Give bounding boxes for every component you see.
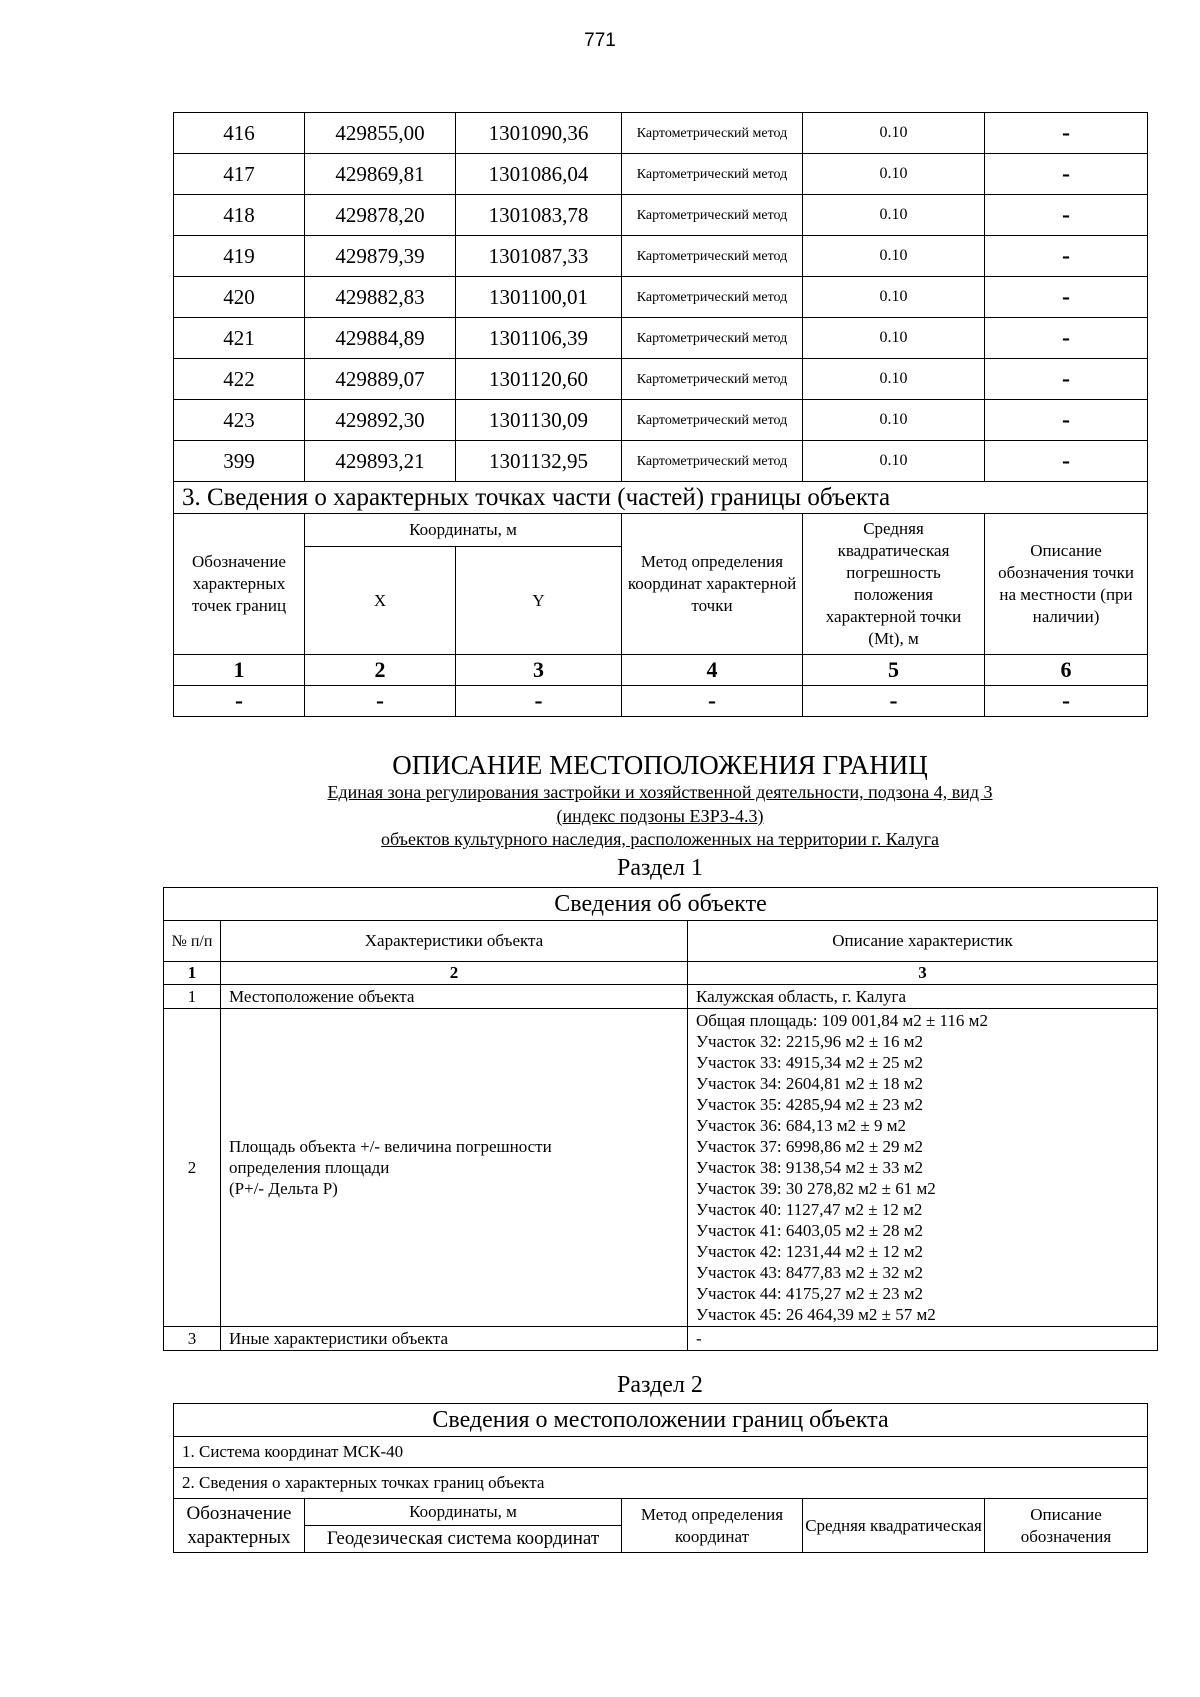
point-accuracy: 0.10	[803, 154, 985, 195]
header-method: Метод определения координат	[622, 1499, 803, 1553]
point-x: 429878,20	[305, 195, 456, 236]
header-designation: Обозначение характерных	[174, 1499, 305, 1553]
point-description: -	[985, 441, 1148, 482]
area-value-line: Участок 33: 4915,34 м2 ± 25 м2	[696, 1053, 923, 1072]
point-description: -	[985, 236, 1148, 277]
empty-cell: -	[305, 686, 456, 717]
area-value-line: Общая площадь: 109 001,84 м2 ± 116 м2	[696, 1011, 988, 1030]
razdel1-title: Раздел 1	[617, 855, 703, 881]
point-description: -	[985, 359, 1148, 400]
point-row	[174, 277, 1148, 318]
point-accuracy: 0.10	[803, 113, 985, 154]
coord-system: 1. Система координат МСК-40	[174, 1437, 1148, 1468]
area-value-line: Участок 40: 1127,47 м2 ± 12 м2	[696, 1200, 923, 1219]
header-designation: Обозначение характерных точек границ	[174, 514, 305, 655]
point-id: 421	[174, 318, 305, 359]
area-value-line: Участок 41: 6403,05 м2 ± 28 м2	[696, 1221, 923, 1240]
point-accuracy: 0.10	[803, 359, 985, 400]
point-description: -	[985, 113, 1148, 154]
point-row	[174, 113, 1148, 154]
point-y: 1301086,04	[456, 154, 622, 195]
header-x: X	[305, 547, 456, 655]
point-method: Картометрический метод	[622, 154, 803, 195]
location-value: Калужская область, г. Калуга	[688, 985, 1158, 1009]
point-x: 429892,30	[305, 400, 456, 441]
point-method: Картометрический метод	[622, 318, 803, 359]
razdel2-title: Раздел 2	[617, 1372, 703, 1398]
header-y: Y	[456, 547, 622, 655]
area-value-line: Участок 35: 4285,94 м2 ± 23 м2	[696, 1095, 923, 1114]
empty-cell: -	[174, 686, 305, 717]
empty-cell: -	[622, 686, 803, 717]
empty-cell: -	[803, 686, 985, 717]
boundary-title: Сведения о местоположении границ объекта	[174, 1404, 1148, 1437]
header-accuracy: Средняя квадратическая	[803, 1499, 985, 1553]
point-accuracy: 0.10	[803, 277, 985, 318]
area-value-line: Участок 39: 30 278,82 м2 ± 61 м2	[696, 1179, 936, 1198]
area-value-line: Участок 32: 2215,96 м2 ± 16 м2	[696, 1032, 923, 1051]
point-id: 420	[174, 277, 305, 318]
points-table	[173, 112, 1148, 717]
point-row	[174, 441, 1148, 482]
page-number: 771	[584, 30, 616, 51]
point-description: -	[985, 154, 1148, 195]
point-description: -	[985, 195, 1148, 236]
point-id: 399	[174, 441, 305, 482]
point-description: -	[985, 400, 1148, 441]
header-num: № п/п	[164, 921, 221, 962]
area-value-line: Участок 34: 2604,81 м2 ± 18 м2	[696, 1074, 923, 1093]
area-label-line: (P+/- Дельта P)	[229, 1179, 338, 1198]
header-description: Описание характеристик	[688, 921, 1158, 962]
point-method: Картометрический метод	[622, 441, 803, 482]
point-accuracy: 0.10	[803, 441, 985, 482]
point-id: 418	[174, 195, 305, 236]
col-number: 1	[164, 962, 221, 985]
area-value-line: Участок 44: 4175,27 м2 ± 23 м2	[696, 1284, 923, 1303]
other-value: -	[688, 1327, 1158, 1351]
point-row	[174, 359, 1148, 400]
document-title: ОПИСАНИЕ МЕСТОПОЛОЖЕНИЯ ГРАНИЦ	[392, 750, 928, 780]
point-description: -	[985, 318, 1148, 359]
point-y: 1301132,95	[456, 441, 622, 482]
point-x: 429855,00	[305, 113, 456, 154]
point-accuracy: 0.10	[803, 318, 985, 359]
point-row	[174, 236, 1148, 277]
location-label: Местоположение объекта	[221, 985, 688, 1009]
point-x: 429879,39	[305, 236, 456, 277]
point-y: 1301090,36	[456, 113, 622, 154]
header-accuracy: Средняя квадратическая погрешность положения характерной точки (Mt), м	[803, 514, 985, 655]
point-method: Картометрический метод	[622, 400, 803, 441]
point-method: Картометрический метод	[622, 113, 803, 154]
points-info-label: 2. Сведения о характерных точках границ объекта	[174, 1468, 1148, 1499]
empty-cell: -	[456, 686, 622, 717]
point-row	[174, 400, 1148, 441]
area-value-line: Участок 36: 684,13 м2 ± 9 м2	[696, 1116, 906, 1135]
point-id: 419	[174, 236, 305, 277]
zone-location: объектов культурного наследия, расположенных на территории г. Калуга	[380, 829, 940, 849]
col-number: 2	[305, 655, 456, 686]
empty-cell: -	[985, 686, 1148, 717]
point-method: Картометрический метод	[622, 195, 803, 236]
area-label	[221, 1009, 688, 1327]
point-x: 429889,07	[305, 359, 456, 400]
point-y: 1301087,33	[456, 236, 622, 277]
col-number: 2	[221, 962, 688, 985]
col-number: 1	[174, 655, 305, 686]
zone-index: (индекс подзоны ЕЗРЗ-4.3)	[556, 806, 764, 826]
area-value-line: Участок 42: 1231,44 м2 ± 12 м2	[696, 1242, 923, 1261]
point-y: 1301130,09	[456, 400, 622, 441]
point-accuracy: 0.10	[803, 236, 985, 277]
area-value-line: Участок 45: 26 464,39 м2 ± 57 м2	[696, 1305, 936, 1324]
col-number: 4	[622, 655, 803, 686]
other-label: Иные характеристики объекта	[221, 1327, 688, 1351]
point-accuracy: 0.10	[803, 195, 985, 236]
section3-title: 3. Сведения о характерных точках части (частей) границы объекта	[174, 482, 1148, 514]
area-label-line: определения площади	[229, 1158, 390, 1177]
header-coords: Координаты, м	[305, 514, 622, 547]
point-id: 416	[174, 113, 305, 154]
point-method: Картометрический метод	[622, 236, 803, 277]
row-number: 1	[164, 985, 221, 1009]
point-id: 423	[174, 400, 305, 441]
object-info-table	[163, 887, 1158, 1351]
area-value-line: Участок 43: 8477,83 м2 ± 32 м2	[696, 1263, 923, 1282]
header-description: Описание обозначения точки на местности (при наличии)	[985, 514, 1148, 655]
point-y: 1301120,60	[456, 359, 622, 400]
point-x: 429884,89	[305, 318, 456, 359]
header-description: Описание обозначения	[985, 1499, 1148, 1553]
row-number: 3	[164, 1327, 221, 1351]
area-value-line: Участок 37: 6998,86 м2 ± 29 м2	[696, 1137, 923, 1156]
area-value-line: Участок 38: 9138,54 м2 ± 33 м2	[696, 1158, 923, 1177]
point-description: -	[985, 277, 1148, 318]
point-x: 429882,83	[305, 277, 456, 318]
object-info-title: Сведения об объекте	[164, 888, 1158, 921]
area-label-line: Площадь объекта +/- величина погрешности	[229, 1137, 552, 1156]
zone-name: Единая зона регулирования застройки и хозяйственной деятельности, подзона 4, вид 3	[327, 782, 993, 802]
col-number: 6	[985, 655, 1148, 686]
point-y: 1301083,78	[456, 195, 622, 236]
row-number: 2	[164, 1009, 221, 1327]
header-characteristics: Характеристики объекта	[221, 921, 688, 962]
point-x: 429869,81	[305, 154, 456, 195]
header-geodetic: Геодезическая система координат	[305, 1526, 622, 1553]
point-y: 1301100,01	[456, 277, 622, 318]
area-values	[688, 1009, 1158, 1327]
point-x: 429893,21	[305, 441, 456, 482]
col-number: 3	[456, 655, 622, 686]
point-method: Картометрический метод	[622, 359, 803, 400]
points-table-body	[174, 113, 1148, 482]
header-coords: Координаты, м	[305, 1499, 622, 1526]
boundary-table	[173, 1403, 1148, 1553]
point-row	[174, 318, 1148, 359]
point-id: 422	[174, 359, 305, 400]
point-id: 417	[174, 154, 305, 195]
point-accuracy: 0.10	[803, 400, 985, 441]
point-row	[174, 195, 1148, 236]
point-row	[174, 154, 1148, 195]
point-y: 1301106,39	[456, 318, 622, 359]
col-number: 3	[688, 962, 1158, 985]
point-method: Картометрический метод	[622, 277, 803, 318]
header-method: Метод определения координат характерной точки	[622, 514, 803, 655]
col-number: 5	[803, 655, 985, 686]
